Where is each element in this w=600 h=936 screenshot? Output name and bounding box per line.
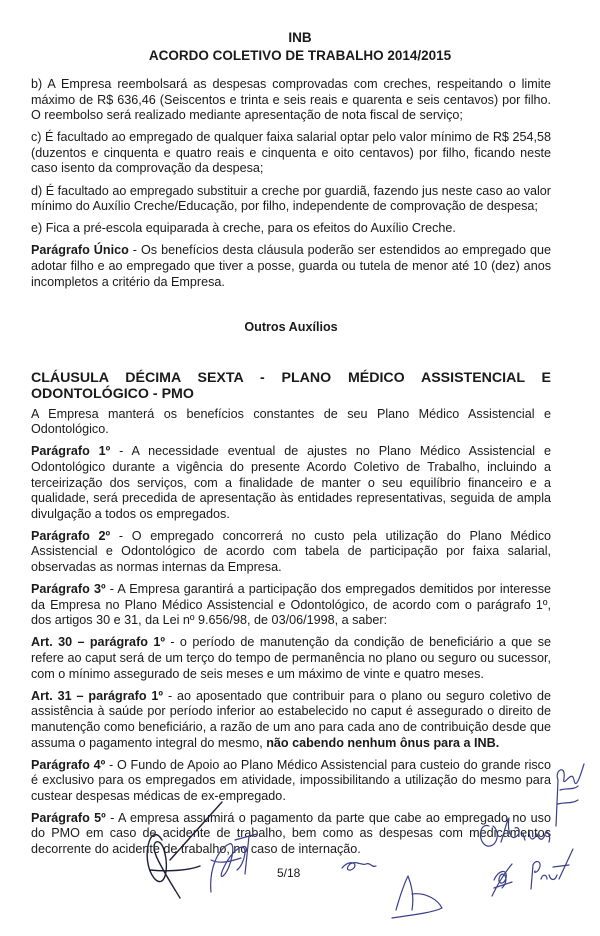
paragrafo-3-label: Parágrafo 3º [31, 582, 106, 597]
paragrafo-4-text: - O Fundo de Apoio ao Plano Médico Assistencial para custeio do grande risco é exclusivo para os empregados em atividade, impossibilitando a utilização do mesmo para custear despesas médicas de ex-empregado. [31, 757, 551, 803]
signature-7-icon [488, 860, 518, 900]
signature-8-icon [525, 845, 575, 895]
paragrafo-4-label: Parágrafo 4º [31, 757, 106, 772]
signature-2-icon [205, 830, 260, 895]
art-30-label: Art. 30 – parágrafo 1º [31, 635, 165, 650]
paragrafo-3 [31, 582, 551, 629]
clause-title: CLÁUSULA DÉCIMA SEXTA - PLANO MÉDICO ASSISTENCIAL E ODONTOLÓGICO - PMO [31, 369, 551, 402]
signature-4-icon [390, 870, 450, 920]
header-org: INB [288, 30, 312, 45]
clause-intro: A Empresa manterá os benefícios constantes de seu Plano Médico Assistencial e Odontológico. [31, 406, 551, 437]
paragrafo-2-text: - O empregado concorrerá no custo pela utilização do Plano Médico Assistencial e Odontológico de acordo com tabela de participação por faixa salarial, observadas as normas internas da Empresa. [31, 528, 551, 575]
art-31-bold-tail: não cabendo nenhum ônus para a INB. [266, 735, 500, 750]
paragrafo-1 [31, 444, 551, 522]
paragrafo-2-label: Parágrafo 2º [31, 528, 111, 543]
art-30 [31, 635, 551, 682]
item-b: b) A Empresa reembolsará as despesas comprovadas com creches, respeitando o limite máximo de R$ 636,46 (Seiscentos e trinta e seis reais e quarenta e seis centavos) por filho. O reembolso será realizado mediante apresentação de nota fiscal de serviço; [31, 77, 551, 123]
paragrafo-4 [31, 758, 551, 805]
signature-3-icon [340, 856, 380, 874]
paragrafo-5 [31, 811, 551, 858]
paragrafo-5-label: Parágrafo 5º [31, 810, 106, 825]
paragrafo-unico-label: Parágrafo Único [31, 243, 129, 258]
header-title: ACORDO COLETIVO DE TRABALHO 2014/2015 [148, 48, 452, 63]
art-30-text: - o período de manutenção da condição de beneficiário a que se refere ao caput será de um terço do tempo de permanência no plano ou seguro ou sucessor, com o mínimo assegurado de seis meses e um máximo de vinte e quatro meses. [31, 635, 552, 681]
item-e: e) Fica a pré-escola equiparada à creche, para os efeitos do Auxílio Creche. [31, 221, 456, 236]
page-number: 5/18 [277, 866, 301, 880]
paragrafo-1-label: Parágrafo 1º [31, 444, 111, 459]
paragrafo-1-text: - A necessidade eventual de ajustes no Plano Médico Assistencial e Odontológico durante a vigência do presente Acordo Coletivo de Trabalho, incluindo a terceirização dos serviços, com a finalidade de manter o seu equilíbrio financeiro e a qualidade, será precedida de apresentação às entidades representativas, seguida de ampla divulgação a todos os empregados. [31, 444, 551, 521]
paragrafo-3-text: - A Empresa garantirá a participação dos empregados demitidos por interesse da Empresa no Plano Médico Assistencial e Odontológico, de acordo com o parágrafo 1º, dos artigos 30 e 31, da Lei nº 9.656/98, de 03/06/1998, a saber: [31, 582, 551, 628]
signature-6-icon [548, 760, 588, 830]
document-body [31, 77, 551, 864]
paragrafo-unico-text: - Os benefícios desta cláusula poderão ser estendidos ao empregado que adotar filho e ao empregado que tiver a posse, guarda ou tutela de menor até 10 (dez) anos incompletos a critério da Empresa. [31, 243, 551, 289]
section-title: Outros Auxílios [244, 320, 338, 335]
paragrafo-unico [31, 243, 551, 290]
art-31 [31, 689, 551, 751]
item-d: d) É facultado ao empregado substituir a creche por guardiã, fazendo jus neste caso ao valor mínimo do Auxílio Creche/Educação, por filho, independente de comprovação de despesa; [31, 183, 551, 214]
art-31-text: - ao aposentado que contribuir para o plano ou seguro coletivo de assistência à saúde por período inferior ao estabelecido no caput é assegurado o direito de manutenção como beneficiário, a razão de um ano para cada ano de contribuição desde que assuma o pagamento integral do mesmo, [31, 688, 552, 750]
item-c: c) É facultado ao empregado de qualquer faixa salarial optar pelo valor mínimo de R$ 254,58 (duzentos e cinquenta e quatro reais e cinquenta e oito centavos) por filho, ficando neste caso isento da comprovação da despesa; [31, 130, 551, 176]
paragrafo-5-text: - A empresa assumirá o pagamento da parte que cabe ao empregado no uso do PMO em caso de acidente de trabalho, bem como as despesas com medicamentos decorrente do acidente de trabalho, no caso de internação. [31, 810, 551, 857]
paragrafo-2 [31, 529, 551, 576]
art-31-label: Art. 31 – parágrafo 1º [31, 688, 164, 703]
